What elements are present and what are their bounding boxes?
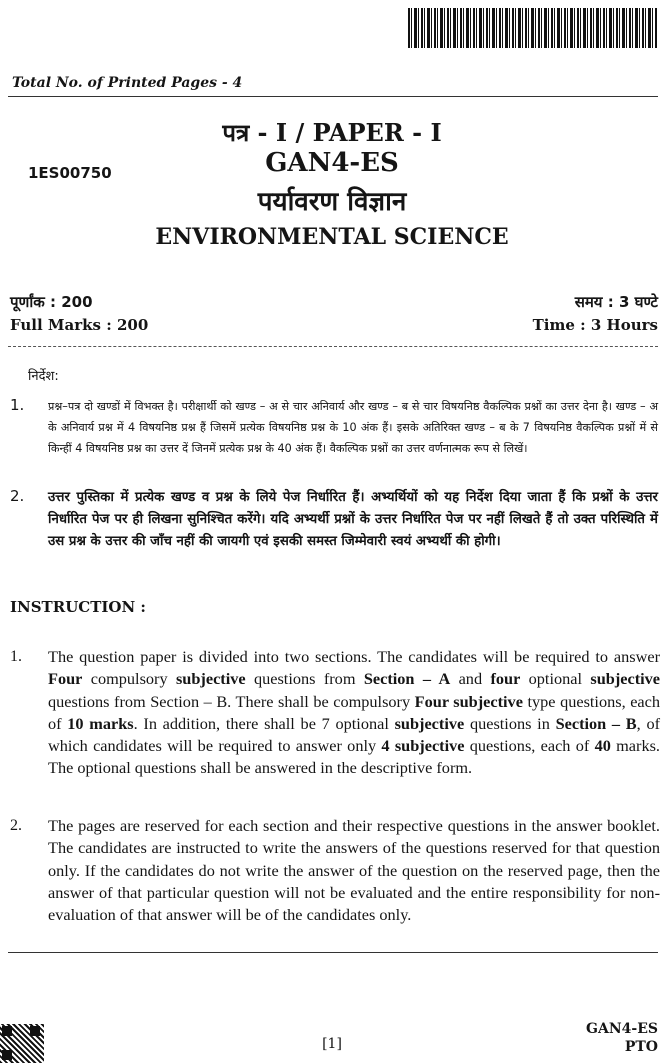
page-number: [1] (322, 1036, 342, 1052)
hindi-direction-2: उत्तर पुस्तिका में प्रत्येक खण्ड व प्रश्न के लिये पेज निर्धारित हैं। अभ्यर्थियों को यह निर्देश दिया जाता हैं कि प्रश्नों के उत्तर निर्धारित पेज पर ही लिखना सुनिश्चित करेंगे। यदि अभ्यर्थी प्रश्नों के उत्तर निर्धारित पेज पर नहीं लिखते हैं तो उक्त परिस्थिति में उस प्रश्न के उत्तर की जाँच नहीं की जायगी एवं इसकी समस्त जिम्मेवारी स्वयं अभ्यर्थी की होगी। (48, 490, 658, 549)
qr-code (0, 1024, 44, 1063)
top-rule (8, 96, 658, 97)
barcode (408, 8, 658, 48)
footer-code (586, 1020, 658, 1056)
instruction-title: INSTRUCTION : (10, 598, 146, 616)
instruction-item-number: 2. (10, 817, 22, 834)
paper-code-title: GAN4-ES (265, 148, 399, 178)
hindi-subject: पर्यावरण विज्ञान (257, 187, 407, 217)
hindi-full-marks: पूर्णांक : 200 (10, 293, 93, 311)
paper-code: 1ES00750 (28, 164, 112, 182)
hindi-item-number: 2. (10, 487, 25, 505)
instruction-1: The question paper is divided into two sections. The candidates will be required to answer Four compulsory subjective questions from Section – A and four optional subjective questions from Section – B. There shall be compulsory Four subjective type questions, each of 10 marks. In addition, there shall be 7 optional subjective questions in Section – B, of which candidates will be required to answer only 4 subjective questions, each of 40 marks. The optional questions shall be answered in the descriptive form. (48, 647, 661, 778)
hindi-directions-title: निर्देश: (28, 369, 59, 384)
time: Time : 3 Hours (532, 316, 658, 334)
hindi-item-number: 1. (10, 396, 25, 414)
instruction-item-number: 1. (10, 648, 22, 665)
footer-paper-code: GAN4-ES (586, 1021, 658, 1037)
hindi-time: समय : 3 घण्टे (574, 293, 658, 311)
footer-pto: PTO (624, 1039, 658, 1055)
marks-rule (8, 346, 658, 347)
full-marks: Full Marks : 200 (10, 316, 149, 334)
instruction-2: The pages are reserved for each section and their respective questions in the answer booklet. The candidates are instructed to write the answers of the questions reserved for that question only. If the candidates do not write the answer of the question on the reserved page, then the answer of that particular question will not be evaluated and the entire responsibility for non-evaluation of that answer will be of the candidates only. (48, 816, 660, 925)
bottom-rule (8, 952, 658, 953)
printed-pages: Total No. of Printed Pages - 4 (12, 75, 243, 91)
english-subject: ENVIRONMENTAL SCIENCE (155, 224, 509, 250)
paper-title: पत्र - I / PAPER - I (222, 118, 442, 147)
hindi-direction-1: प्रश्न–पत्र दो खण्डों में विभक्त है। परीक्षार्थी को खण्ड – अ से चार अनिवार्य और खण्ड – ब से चार विषयनिष्ठ वैकल्पिक प्रश्नों का उत्तर देना है। खण्ड – अ के अनिवार्य प्रश्न में 4 विषयनिष्ठ प्रश्न हैं जिसमें प्रत्येक विषयनिष्ठ प्रश्न के 10 अंक हैं। इसके अतिरिक्त खण्ड – ब के 7 विषयनिष्ठ वैकल्पिक प्रश्नों में से किन्हीं 4 विषयनिष्ठ प्रश्न का उत्तर दें जिनमें प्रत्येक प्रश्न के 40 अंक हैं। वैकल्पिक प्रश्नों का उत्तर वर्णनात्मक रूप से लिखें। (48, 400, 658, 455)
